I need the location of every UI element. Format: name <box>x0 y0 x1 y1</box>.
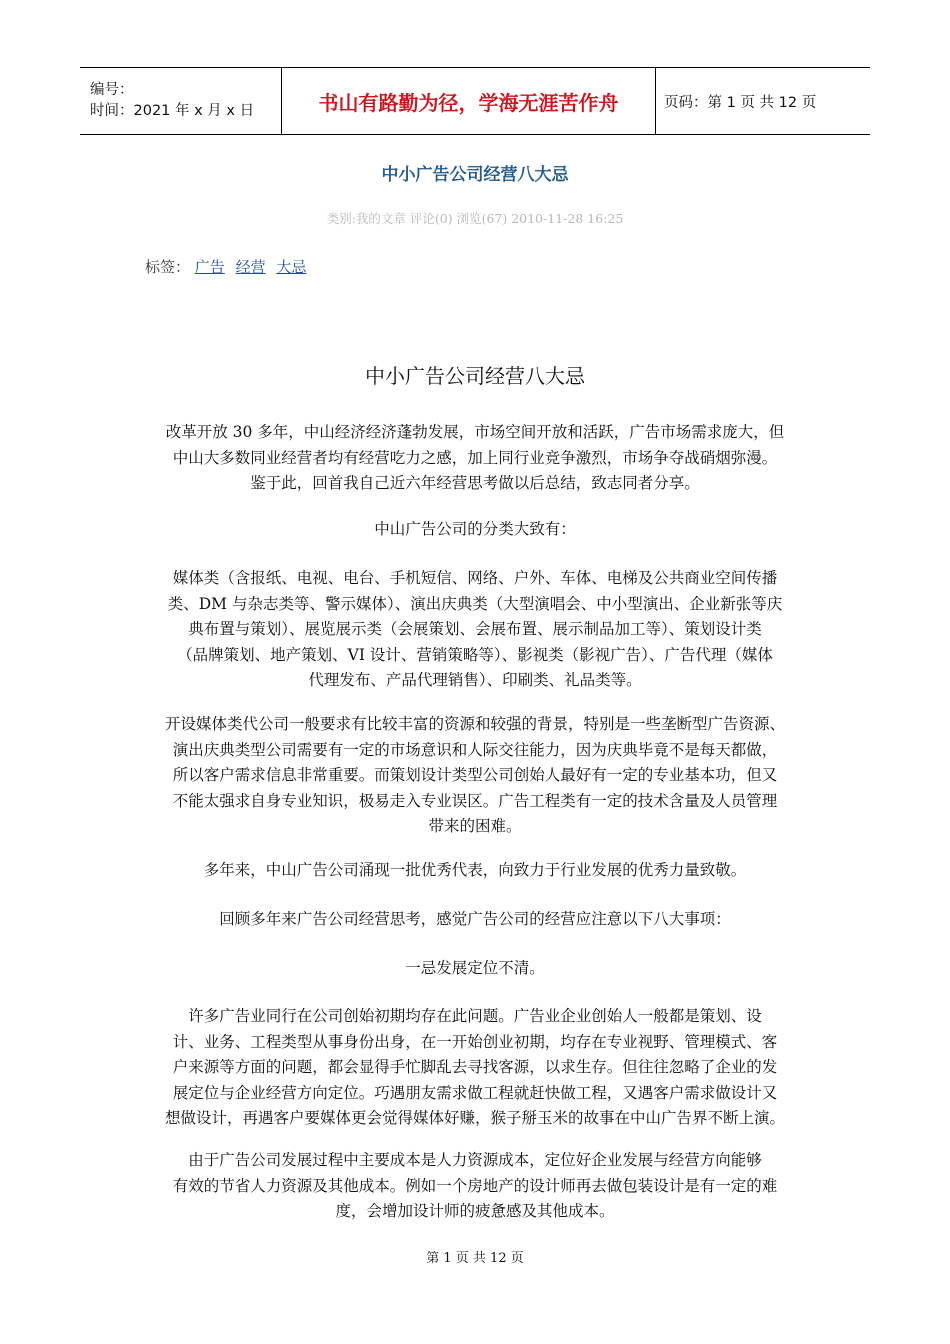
tag-link-ad[interactable]: 广告 <box>194 258 225 276</box>
header-motto-cell <box>282 68 656 134</box>
paragraph-classification-heading <box>140 517 810 543</box>
text-line: 媒体类（含报纸、电视、电台、手机短信、网络、户外、车体、电梯及公共商业空间传播 <box>172 569 778 587</box>
text-line: 展定位与企业经营方向定位。巧遇朋友需求做工程就赶快做工程，又遇客户需求做设计又 <box>172 1083 778 1102</box>
text-line: 一忌发展定位不清。 <box>405 959 545 977</box>
article-title: 中小广告公司经营八大忌 <box>365 364 585 388</box>
document-title: 中小广告公司经营八大忌 <box>381 165 569 185</box>
text-line: 户来源等方面的问题，都会显得手忙脚乱去寻找客源，以求生存。但往往忽略了企业的发 <box>172 1058 778 1076</box>
text-line: 带来的困难。 <box>428 817 522 835</box>
text-line: 所以客户需求信息非常重要。而策划设计类型公司创始人最好有一定的专业基本功，但又 <box>172 766 778 784</box>
paragraph-positioning <box>140 1004 810 1132</box>
header-table <box>80 67 870 135</box>
header-page-cell <box>656 68 870 134</box>
paragraph-review <box>140 907 810 933</box>
text-line: 不能太强求自身专业知识，极易走入专业误区。广告工程类有一定的技术含量及人员管理 <box>172 791 778 810</box>
paragraph-tribute <box>140 858 810 884</box>
text-line: 典布置与策划）、展览展示类（会展策划、会展布置、展示制品加工等）、策划设计类 <box>188 620 762 638</box>
paragraph-categories <box>140 566 810 694</box>
motto: 书山有路勤为径，学海无涯苦作舟 <box>318 90 619 115</box>
text-line: 演出庆典类型公司需要有一定的市场意识和人际交往能力，因为庆典毕竟不是每天都做， <box>172 740 778 759</box>
text-line: 开设媒体类代公司一般要求有比较丰富的资源和较强的背景，特别是一些垄断型广告资源、 <box>164 715 785 733</box>
document-number: 编号： <box>90 82 134 98</box>
text-line: 鉴于此，回首我自己近六年经营思考做以后总结，致志同者分享。 <box>250 474 700 492</box>
header-info-cell <box>80 68 282 134</box>
paragraph-intro <box>140 420 810 497</box>
text-line: （品牌策划、地产策划、VI 设计、营销策略等）、影视类（影视广告）、广告代理（媒体 <box>177 645 773 664</box>
text-line: 许多广告业同行在公司创始初期均存在此问题。广告业企业创始人一般都是策划、设 <box>188 1007 762 1025</box>
tag-link-taboo[interactable]: 大忌 <box>276 258 307 276</box>
tag-list <box>145 256 312 277</box>
tags-label: 标签： <box>145 258 191 276</box>
text-line: 改革开放 30 多年，中山经济经济蓬勃发展，市场空间开放和活跃，广告市场需求庞大，但 <box>165 423 785 441</box>
text-line: 由于广告公司发展过程中主要成本是人力资源成本，定位好企业发展与经营方向能够 <box>188 1151 762 1169</box>
page-info: 页码：第 1 页 共 12 页 <box>664 94 817 111</box>
section-heading-first-taboo <box>140 956 810 982</box>
tag-link-operation[interactable]: 经营 <box>235 258 266 276</box>
text-line: 想做设计，再遇客户要媒体更会觉得媒体好赚，猴子掰玉米的故事在中山广告界不断上演。 <box>164 1109 785 1127</box>
document-date: 时间：2021 年 x 月 x 日 <box>90 103 255 119</box>
text-line: 代理发布、产品代理销售）、印刷类、礼品类等。 <box>308 671 642 689</box>
text-line: 类、DM 与杂志类等、警示媒体）、演出庆典类（大型演唱会、中小型演出、企业新张等庆 <box>167 594 783 613</box>
paragraph-requirements <box>140 712 810 840</box>
paragraph-cost <box>140 1148 810 1225</box>
article-meta: 类别:我的文章 评论(0) 浏览(67) 2010-11-28 16:25 <box>326 211 624 226</box>
text-line: 中山广告公司的分类大致有： <box>374 520 576 538</box>
text-line: 中山大多数同业经营者均有经营吃力之感，加上同行业竞争激烈，市场争夺战硝烟弥漫。 <box>172 448 778 467</box>
text-line: 回顾多年来广告公司经营思考，感觉广告公司的经营应注意以下八大事项： <box>219 910 731 928</box>
text-line: 度，会增加设计师的疲惫感及其他成本。 <box>335 1202 615 1220</box>
page-footer: 第 1 页 共 12 页 <box>426 1251 524 1266</box>
text-line: 计、业务、工程类型从事身份出身，在一开始创业初期，均存在专业视野、管理模式、客 <box>172 1032 778 1051</box>
text-line: 有效的节省人力资源及其他成本。例如一个房地产的设计师再去做包装设计是有一定的难 <box>172 1176 778 1195</box>
text-line: 多年来，中山广告公司涌现一批优秀代表，向致力于行业发展的优秀力量致敬。 <box>203 861 747 879</box>
